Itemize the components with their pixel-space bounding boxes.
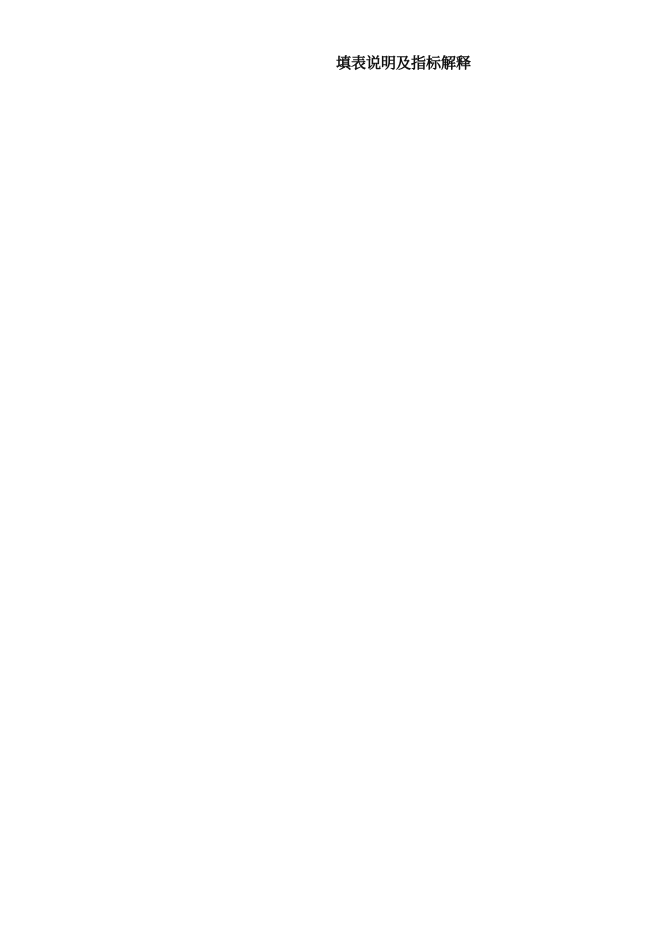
page-title: 填表说明及指标解释 — [336, 54, 472, 72]
